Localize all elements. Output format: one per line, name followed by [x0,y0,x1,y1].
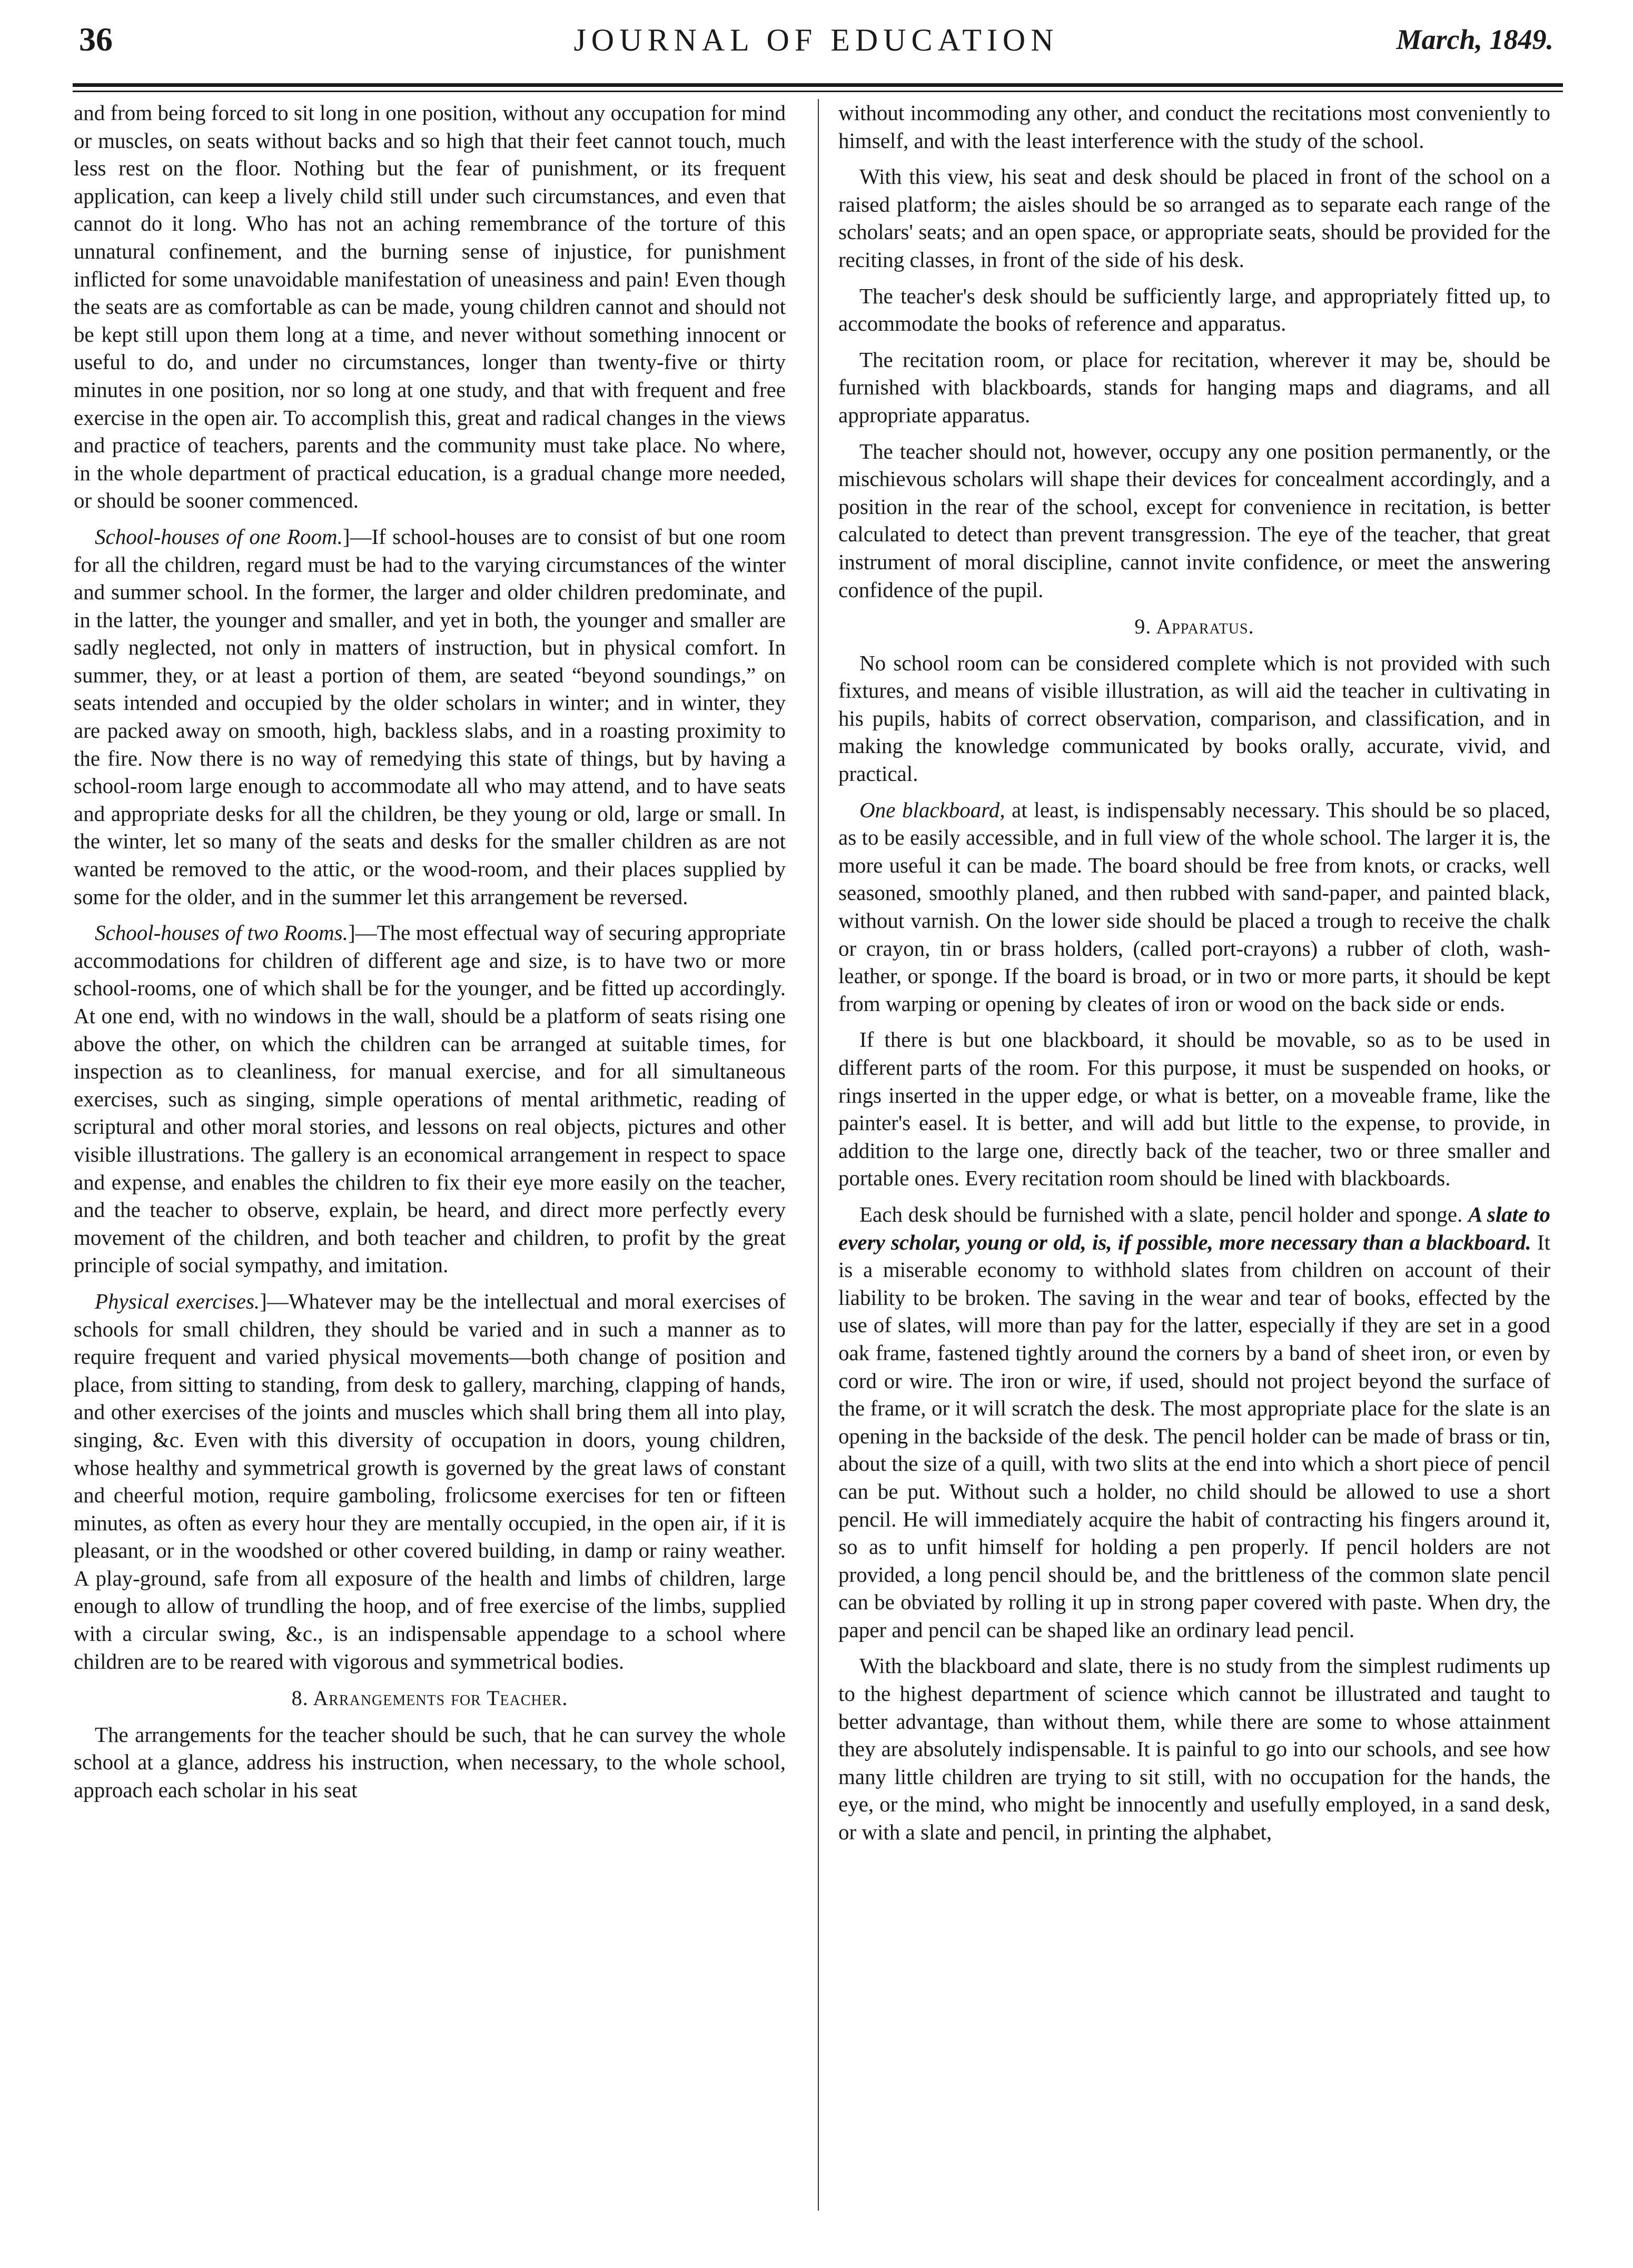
paragraph-text: ]—The most effectual way of securing appropriate accommodations for children of different age and size, is to have two or more school-rooms, one of which shall be for the younger, and be fitted up accordingly. At one end, with no windows in the wall, should be a platform of seats rising one above the other, on which the children can be arranged at suitable times, for inspection as to cleanliness, for manual exercise, and for all simultaneous exercises, such as singing, simple operations of mental arithmetic, reading of scriptural and other moral stories, and lessons on real objects, pictures and other visible illustrations. The gallery is an economical arrangement in respect to space and expense, and enables the children to fix their eye more easily on the teacher, and the teacher to observe, explain, be heard, and direct more perfectly every movement of the children, and both teacher and children, to profit by the great principle of social sympathy, and imitation. [74,920,786,1277]
journal-title: JOURNAL OF EDUCATION [573,23,1059,57]
paragraph [74,1287,786,1675]
section-heading: 8. Arrangements for Teacher. [291,1686,568,1710]
paragraph: The arrangements for the teacher should be such, that he can survey the whole school at a glance, address his instruction, when necessary, to the whole school, approach each scholar in his seat [74,1722,786,1802]
paragraph: If there is but one blackboard, it should be movable, so as to be used in different parts of the room. For this purpose, it must be suspended on hooks, or rings inserted in the upper edge, or what is better, on a moveable frame, like the painter's easel. It is better, and will add but little to the expense, to provide, in addition to the large one, directly back of the teacher, two or three smaller and portable ones. Every recitation room should be lined with blackboards. [838,1027,1550,1191]
section-lead: Physical exercises. [95,1289,260,1313]
paragraph [838,796,1550,1018]
paragraph: without incommoding any other, and conduct the recitations most conveniently to himself, and with the least interference with the study of the school. [838,101,1550,153]
paragraph-text: at least, is indispensably necessary. This should be so placed, as to be easily accessible, and in full view of the whole school. The larger it is, the more useful it can be made. The board should be free from knots, or cracks, well seasoned, smoothly planed, and then rubbed with sand-paper, and painted black, without varnish. On the lower side should be placed a trough to receive the chalk or crayon, tin or brass holders, (called port-crayons) a rubber of cloth, wash-leather, or sponge. If the board is broad, or in two or more parts, it should be kept from warping or opening by cleates of iron or wood on the back side or ends. [838,797,1550,1016]
section-lead: One blackboard, [859,797,1005,822]
paragraph-text: ]—If school-houses are to consist of but one room for all the children, regard must be had to the varying circumstances of the winter and summer school. In the former, the larger and older children predominate, and in the latter, the younger and smaller, and yet in both, the younger and smaller are sadly neglected, not only in matters of instruction, but in physical comfort. In summer, they, or at least a portion of them, are seated “beyond soundings,” on seats intended and occupied by the older scholars in winter; and in winter, they are packed away on smooth, high, backless slabs, and in a roasting proximity to the fire. Now there is no way of remedying this state of things, but by having a school-room large enough to accommodate all who may attend, and to have seats and appropriate desks for all the children, be they young or old, large or small. In the winter, let so many of the seats and desks for the smaller children as are not wanted be removed to the attic, or the wood-room, and their places supplied by some for the older, and in the summer let this arrangement be reversed. [74,524,786,909]
left-column [74,99,786,2232]
paragraph: The teacher should not, however, occupy any one position permanently, or the mischievous scholars will shape their devices for concealment accordingly, and a position in the rear of the school, except for convenience in recitation, is better calculated to detect than prevent transgression. The eye of the teacher, that great instrument of moral discipline, cannot invite confidence, or meet the answering confidence of the pupil. [838,439,1550,602]
section-heading: 9. Apparatus. [1134,615,1254,639]
issue-date: March, 1849. [1396,24,1553,55]
paragraph [74,919,786,1279]
paragraph [838,1201,1550,1644]
column-divider [818,99,819,2211]
paragraph-text: It is a miserable economy to withhold slates from children on account of their liability to be broken. The saving in the wear and tear of books, effected by the use of slates, will more than pay for the latter, especially if they are set in a good oak frame, fastened tightly around the corners by a band of sheet iron, or even by cord or wire. The iron or wire, if used, should not project beyond the surface of the frame, or it will scratch the desk. The most appropriate place for the slate is an opening in the backside of the desk. The pencil holder can be made of brass or tin, about the size of a quill, with two slits at the end into which a short piece of pencil can be put. Without such a holder, no child should be allowed to use a short pencil. He will immediately acquire the habit of contracting his fingers around it, so as to unfit himself for holding a pen properly. If pencil holders are not provided, a long pencil should be, and the brittleness of the common slate pencil can be obviated by rolling it up in strong paper covered with paste. When dry, the paper and pencil can be shaped like an ordinary lead pencil. [838,1230,1550,1642]
paragraph-text: Each desk should be furnished with a slate, pencil holder and sponge. [859,1202,1469,1226]
header-rule-thin [73,91,1563,92]
page-header [79,15,1553,67]
paragraph: With this view, his seat and desk should be placed in front of the school on a raised platform; the aisles should be so arranged as to separate each range of the scholars' seats; and an open space, or appropriate seats, should be provided for the reciting classes, in front of the side of his desk. [838,164,1550,272]
header-rule-thick [73,83,1563,87]
section-lead: School-houses of one Room. [95,524,343,549]
paragraph: and from being forced to sit long in one position, without any occupation for mind or muscles, on seats without backs and so high that their feet cannot touch, much less rest on the floor. Nothing but the fear of punishment, or its frequent application, can keep a lively child still under such circumstances, and even that cannot do it long. Who has not an aching remembrance of the torture of this unnatural confinement, and the burning sense of injustice, for punishment inflicted for some unavoidable manifestation of uneasiness and pain! Even though the seats are as comfortable as can be made, young children cannot and should not be kept still upon them long at a time, and never without something innocent or useful to do, and under no circumstances, longer than twenty-five or thirty minutes in one position, nor so long at one study, and that with frequent and free exercise in the open air. To accomplish this, great and radical changes in the views and practice of teachers, parents and the community must take place. No where, in the whole department of practical education, is a gradual change more needed, or should be sooner commenced. [74,101,786,513]
section-lead: School-houses of two Rooms. [95,920,348,945]
paragraph [74,523,786,910]
paragraph: The recitation room, or place for recitation, wherever it may be, should be furnished with blackboards, stands for hanging maps and diagrams, and all appropriate apparatus. [838,347,1550,427]
emphasis-text: A slate to every scholar, young or old, is, if possible, more necessary than a blackboard. [838,1202,1550,1254]
right-column [838,99,1550,2232]
page-number: 36 [79,21,113,58]
paragraph: With the blackboard and slate, there is no study from the simplest rudiments up to the highest department of science which cannot be illustrated and taught to better advantage, than without them, while there are some to whose attainment they are absolutely indispensable. It is painful to go into our schools, and see how many little children are trying to sit still, with no occupation for the hands, the eye, or the mind, who might be innocently and usefully employed, in a sand desk, or with a slate and pencil, in printing the alphabet, [838,1653,1550,1845]
paragraph-text: ]—Whatever may be the intellectual and moral exercises of schools for small children, they should be varied and in such a manner as to require frequent and varied physical movements—both change of position and place, from sitting to standing, from desk to gallery, marching, clapping of hands, and other exercises of the joints and muscles which shall bring them all into play, singing, &c. Even with this diversity of occupation in doors, young children, whose healthy and symmetrical growth is governed by the great laws of constant and cheerful motion, require gamboling, frolicsome exercises for ten or fifteen minutes, as often as every hour they are mentally occupied, in the open air, if it is pleasant, or in the woodshed or other covered building, in damp or rainy weather. A play-ground, safe from all exposure of the health and limbs of children, large enough to allow of trundling the hoop, and of free exercise of the limbs, supplied with a circular swing, &c., is an indispensable appendage to a school where children are to be reared with vigorous and symmetrical bodies. [74,1289,786,1673]
paragraph: The teacher's desk should be sufficiently large, and appropriately fitted up, to accommodate the books of reference and apparatus. [838,283,1550,336]
paragraph: No school room can be considered complete which is not provided with such fixtures, and means of visible illustration, as will aid the teacher in cultivating in his pupils, habits of correct observation, comparison, and classification, and in making the knowledge communicated by books orally, accurate, vivid, and practical. [838,650,1550,786]
